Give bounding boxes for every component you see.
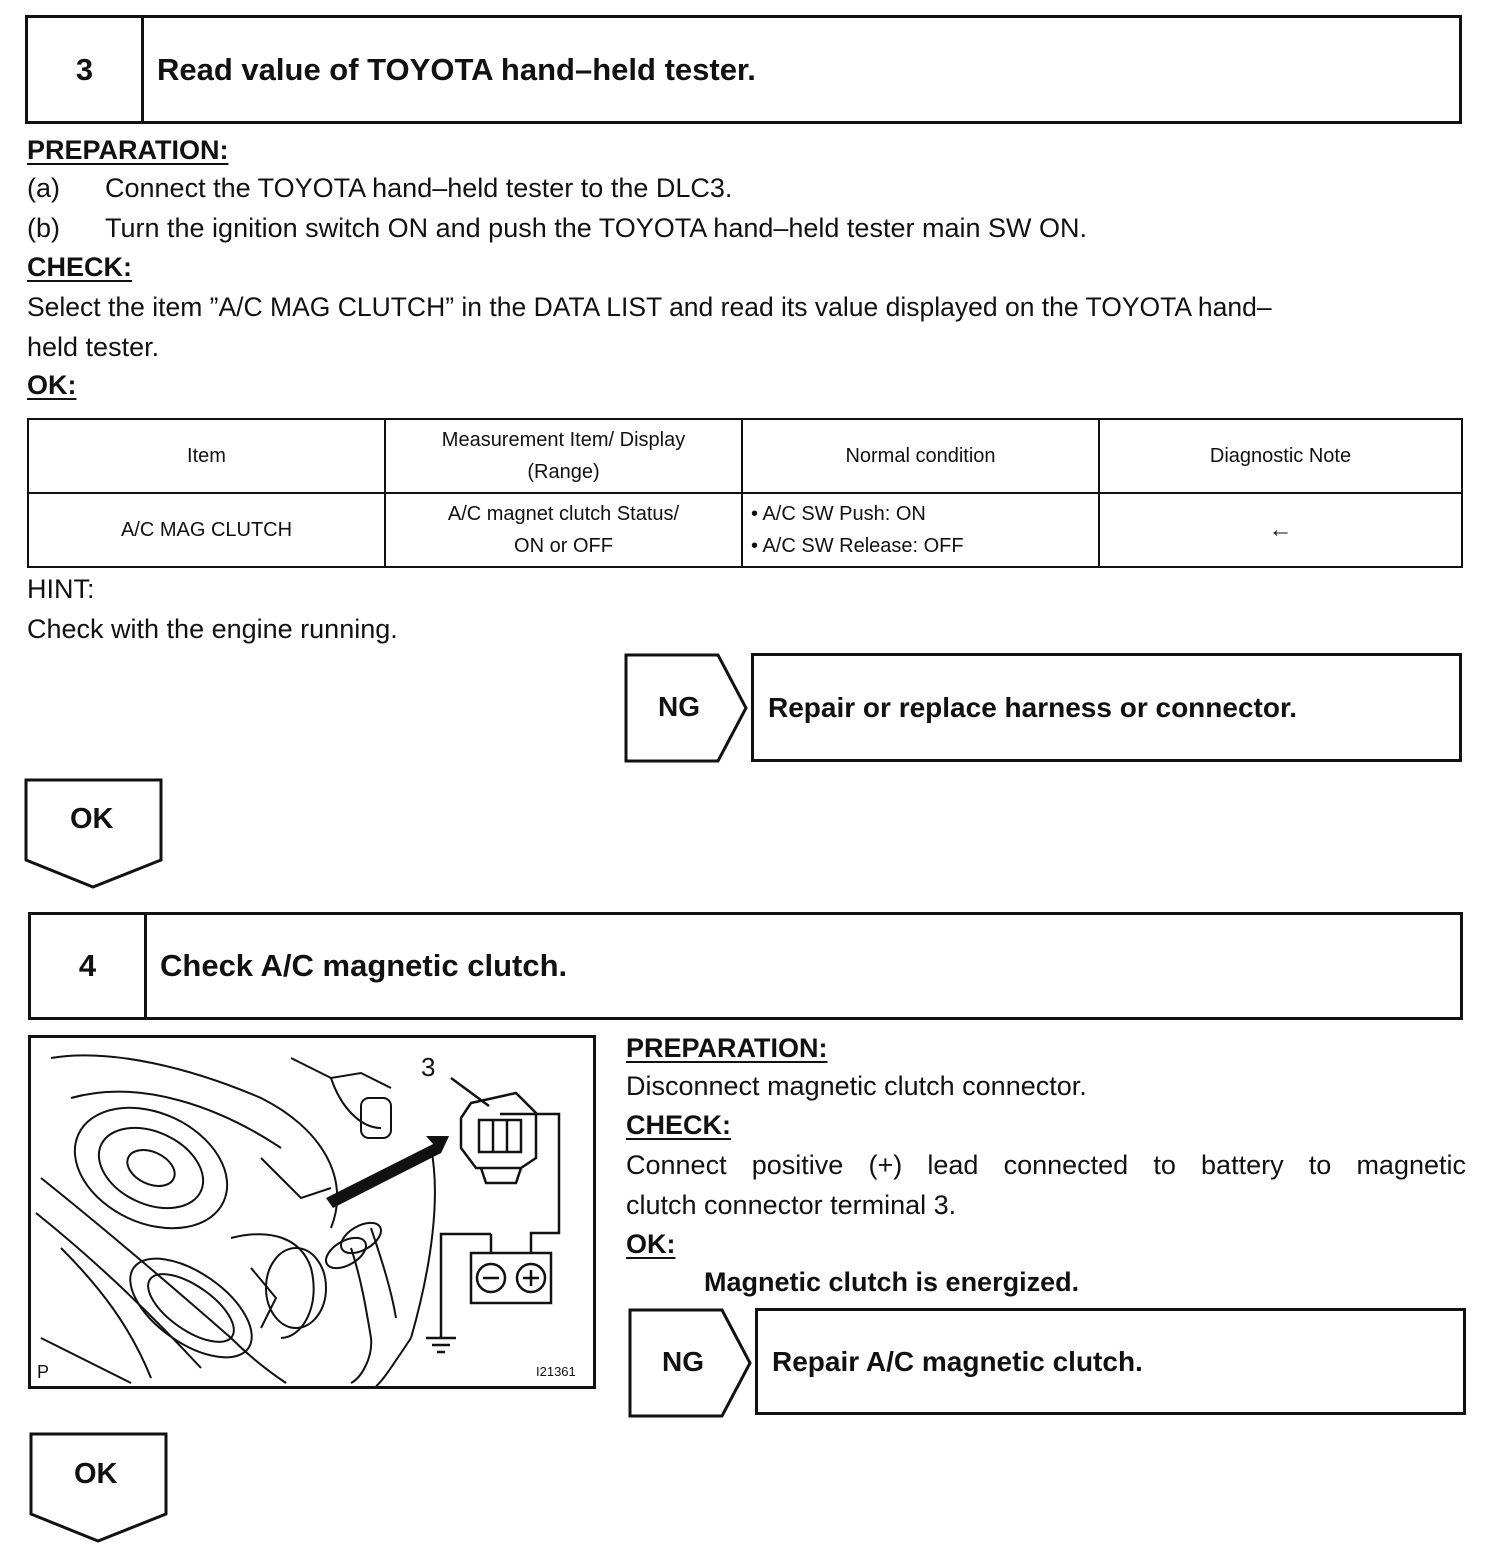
figure-corner-label: P <box>37 1362 50 1382</box>
table-cell-measurement-line2: ON or OFF <box>514 535 613 557</box>
step-3-preparation-heading: PREPARATION: <box>27 135 229 165</box>
step-3-ng-label: NG <box>658 691 700 722</box>
step-3-prep-item-b <box>27 213 1087 244</box>
prep-item-text: Turn the ignition switch ON and push the TOYOTA hand–held tester main SW ON. <box>105 213 1087 243</box>
step-3-hint-text: Check with the engine running. <box>27 614 398 644</box>
table-header-item: Item <box>28 419 385 493</box>
step-4-check-line-1: Connect positive (+) lead connected to battery to magnetic <box>626 1150 1466 1180</box>
table-header-measurement-line2: (Range) <box>527 461 600 483</box>
step-3-ok-table <box>27 418 1463 568</box>
step-4-check-line-2: clutch connector terminal 3. <box>626 1190 957 1220</box>
prep-item-label: (a) <box>27 173 60 203</box>
table-cell-measurement <box>385 493 742 567</box>
step-3-ok-heading: OK: <box>27 370 77 400</box>
step-3-prep-item-a <box>27 173 732 204</box>
step-4-ok-heading: OK: <box>626 1229 676 1259</box>
step-3-check-line-2: held tester. <box>27 332 160 362</box>
table-header-measurement-line1: Measurement Item/ Display <box>441 429 686 451</box>
figure-terminal-label: 3 <box>421 1052 436 1082</box>
table-cell-normal-line1: • A/C SW Push: ON <box>751 503 926 525</box>
table-cell-diagnostic-note: ← <box>1099 493 1462 567</box>
step-3-title: Read value of TOYOTA hand–held tester. <box>157 51 756 87</box>
table-cell-item: A/C MAG CLUTCH <box>28 493 385 567</box>
table-header-normal-condition: Normal condition <box>742 419 1099 493</box>
table-row <box>28 493 1462 567</box>
prep-item-label: (b) <box>27 213 60 243</box>
prep-item-text: Connect the TOYOTA hand–held tester to the DLC3. <box>105 173 733 203</box>
step-4-number: 4 <box>31 915 147 1017</box>
table-cell-measurement-line1: A/C magnet clutch Status/ <box>447 503 680 525</box>
step-3-ok-label: OK <box>70 803 114 835</box>
step-3-check-heading: CHECK: <box>27 252 132 282</box>
step-3-check-line-1: Select the item ”A/C MAG CLUTCH” in the DATA LIST and read its value displayed on the TOYOTA hand– <box>27 292 1272 322</box>
table-header-row <box>28 419 1462 493</box>
step-4-preparation-heading: PREPARATION: <box>626 1033 828 1063</box>
step-4-header <box>28 912 1463 1020</box>
step-4-check-heading: CHECK: <box>626 1110 731 1140</box>
table-cell-normal-condition <box>742 493 1099 567</box>
table-cell-normal-line2: • A/C SW Release: OFF <box>751 535 964 557</box>
figure-id-label: I21361 <box>536 1364 576 1379</box>
step-3-header <box>25 15 1462 124</box>
step-4-ok-text: Magnetic clutch is energized. <box>704 1267 1080 1297</box>
step-4-preparation-text: Disconnect magnetic clutch connector. <box>626 1071 1087 1101</box>
step-3-ng-result: Repair or replace harness or connector. <box>751 653 1462 762</box>
step-4-ng-label: NG <box>662 1346 704 1377</box>
engine-connector-illustration <box>31 1038 593 1386</box>
table-header-measurement <box>385 419 742 493</box>
step-3-hint-heading: HINT: <box>27 574 95 604</box>
step-4-ng-result: Repair A/C magnetic clutch. <box>755 1308 1466 1415</box>
clutch-connector-figure <box>28 1035 596 1389</box>
step-4-ok-label: OK <box>74 1458 118 1490</box>
step-4-title: Check A/C magnetic clutch. <box>160 948 568 983</box>
table-header-diagnostic-note: Diagnostic Note <box>1099 419 1462 493</box>
step-3-number: 3 <box>28 18 144 121</box>
